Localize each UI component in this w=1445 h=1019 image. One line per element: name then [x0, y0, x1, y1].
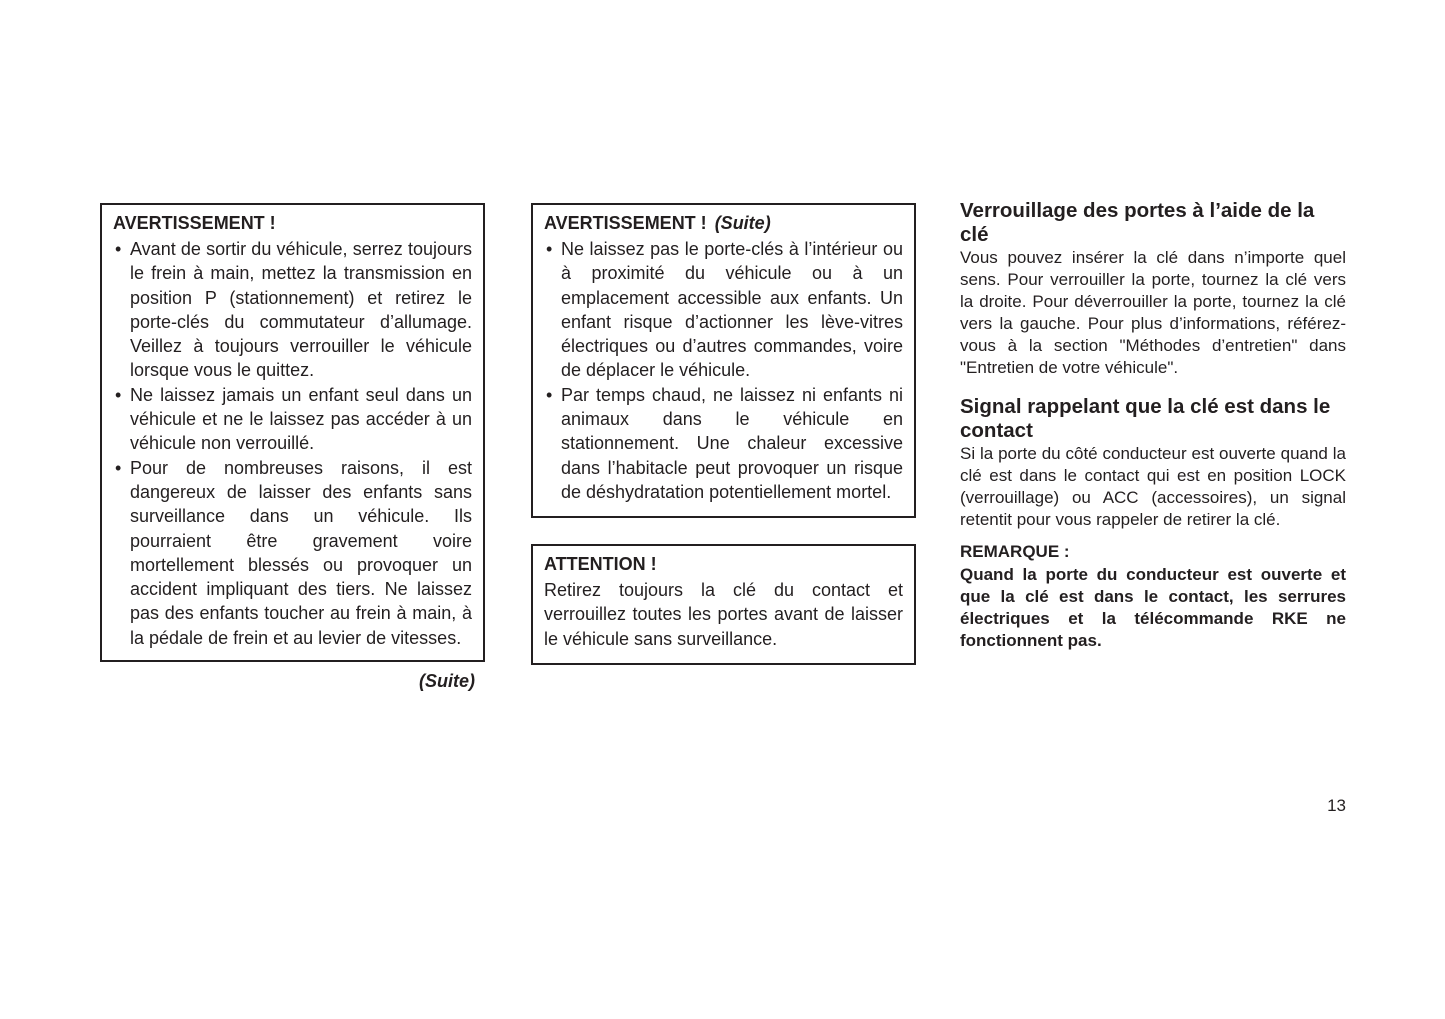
section-2-title: Signal rappelant que la clé est dans le contact [960, 395, 1331, 442]
warning-box-1 [100, 203, 485, 662]
caution-box [531, 544, 916, 665]
section-2-text: Si la porte du côté conducteur est ouverte quand la clé est dans le contact qui est en position LOCK (verrouillage) ou ACC (accessoires), un signal retentit pour vous rappeler de retirer la clé. [960, 444, 1346, 529]
remark-label: REMARQUE : [960, 542, 1070, 561]
warning-box-2-title-text: AVERTISSEMENT ! [544, 213, 707, 233]
caution-box-text: Retirez toujours la clé du contact et verrouillez toutes les portes avant de laisser le véhicule sans surveillance. [544, 580, 903, 649]
warning-box-2 [531, 203, 916, 518]
section-1-title: Verrouillage des portes à l’aide de la clé [960, 199, 1315, 246]
warning-box-1-bullet-3: • Pour de nombreuses raisons, il est dangereux de laisser des enfants sans surveillance dans un véhicule. Ils pourraient être gravement voire mortellement blessés ou provoquer un accident impliquant des tiers. Ne laissez pas des enfants toucher au frein à main, à la pédale de frein et au levier de vitesses. [113, 456, 472, 650]
warning-box-2-title [544, 211, 903, 235]
caution-box-title: ATTENTION ! [544, 554, 657, 574]
warning-box-1-bullet-2: • Ne laissez jamais un enfant seul dans un véhicule et ne le laissez pas accéder à un véhicule non verrouillé. [113, 383, 472, 456]
right-column [960, 199, 1346, 652]
warning-box-1-title: AVERTISSEMENT ! [113, 213, 276, 233]
warning-box-2-bullet-1: • Ne laissez pas le porte-clés à l’intérieur ou à proximité du véhicule ou à un emplacement accessible aux enfants. Un enfant risque d’actionner les lève-vitres électriques ou d’autres commandes, voire de déplacer le véhicule. [544, 237, 903, 383]
warning-box-2-title-suffix: (Suite) [714, 213, 771, 233]
page-number: 13 [1327, 796, 1346, 815]
warning-box-1-bullet-1: • Avant de sortir du véhicule, serrez toujours le frein à main, mettez la transmission en position P (stationnement) et retirez le porte-clés du commutateur d’allumage. Veillez à toujours verrouiller le véhicule lorsque vous le quittez. [113, 237, 472, 383]
continued-label: (Suite) [419, 671, 475, 691]
warning-box-1-list [113, 237, 472, 650]
section-1-text: Vous pouvez insérer la clé dans n’importe quel sens. Pour verrouiller la porte, tournez la clé vers la droite. Pour déverrouiller la porte, tournez la clé vers la gauche. Pour plus d’informations, référez-vous à la section "Méthodes d’entretien" dans "Entretien de votre véhicule". [960, 248, 1346, 377]
warning-box-2-list [544, 237, 903, 504]
remark-text: Quand la porte du conducteur est ouverte et que la clé est dans le contact, les serrures électriques et la télécommande RKE ne fonctionnent pas. [960, 565, 1346, 650]
warning-box-2-bullet-2: • Par temps chaud, ne laissez ni enfants ni animaux dans le véhicule en stationnement. Une chaleur excessive dans l’habitacle peut provoquer un risque de déshydratation potentiellement mortel. [544, 383, 903, 504]
